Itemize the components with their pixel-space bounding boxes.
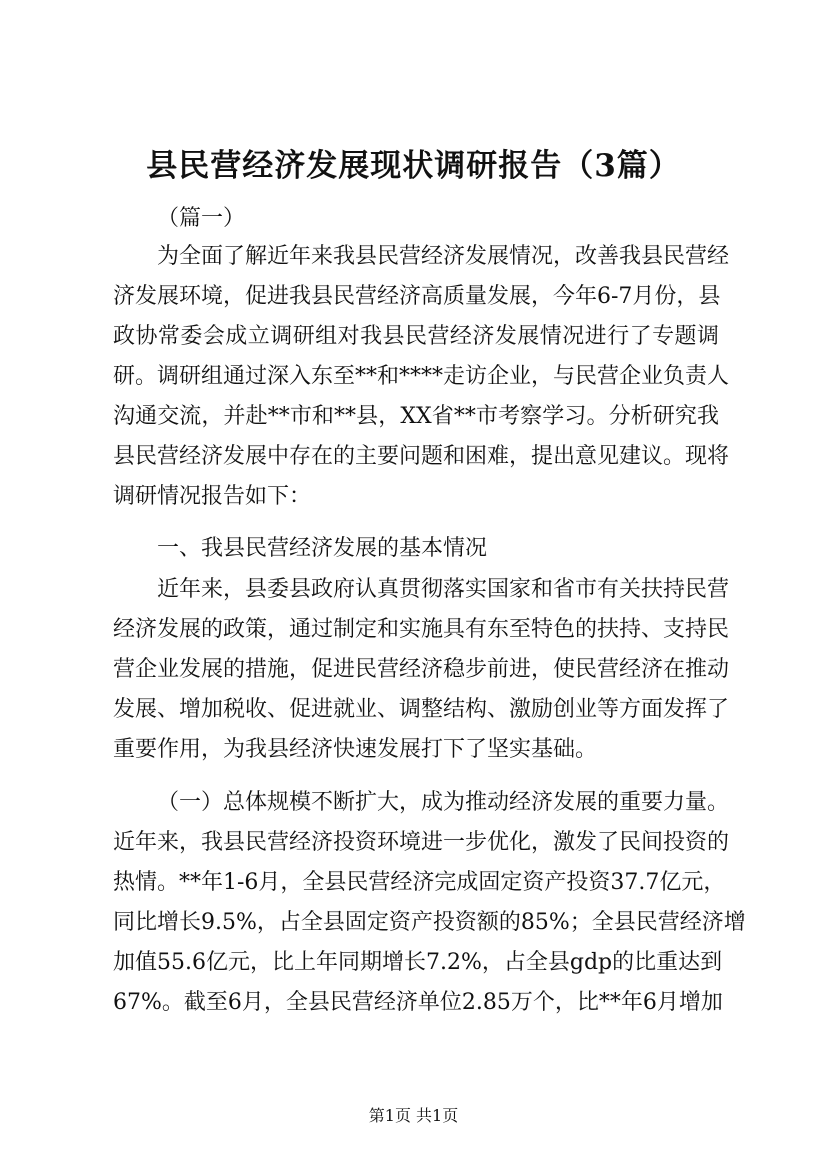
paragraph-line: 发展、增加税收、促进就业、调整结构、激励创业等方面发挥了 [113, 697, 730, 722]
paragraph-line: 近年来，我县民营经济投资环境进一步优化，激发了民间投资的 [113, 830, 730, 855]
paragraph-line: 近年来，县委县政府认真贯彻落实国家和省市有关扶持民营 [157, 577, 730, 602]
page-footer: 第1页 共1页 [368, 1106, 459, 1125]
paragraph-line: 营企业发展的措施，促进民营经济稳步前进，使民营经济在推动 [113, 657, 730, 682]
paragraph-line: 经济发展的政策，通过制定和实施具有东至特色的扶持、支持民 [113, 617, 730, 642]
paragraph-line: 济发展环境，促进我县民营经济高质量发展，今年6-7月份，县 [113, 284, 721, 309]
paragraph-line: 加值55.6亿元，比上年同期增长7.2%，占全县gdp的比重达到 [113, 950, 723, 975]
section-heading: 一、我县民营经济发展的基本情况 [157, 536, 488, 561]
paragraph-line: 为全面了解近年来我县民营经济发展情况，改善我县民营经 [157, 244, 730, 269]
document-title: 县民营经济发展现状调研报告（3篇） [146, 148, 681, 184]
paragraph-line: 重要作用，为我县经济快速发展打下了坚实基础。 [113, 737, 598, 762]
paragraph-line: 政协常委会成立调研组对我县民营经济发展情况进行了专题调 [113, 324, 719, 349]
paragraph-line: 沟通交流，并赴**市和**县，XX省**市考察学习。分析研究我 [113, 404, 719, 429]
paragraph-line: 67%。截至6月，全县民营经济单位2.85万个，比**年6月增加 [113, 990, 723, 1015]
subsection-heading: （一）总体规模不断扩大，成为推动经济发展的重要力量。 [157, 790, 730, 815]
part-label: （篇一） [157, 206, 246, 231]
paragraph-line: 热情。**年1-6月，全县民营经济完成固定资产投资37.7亿元， [113, 870, 726, 895]
paragraph-line: 县民营经济发展中存在的主要问题和困难，提出意见建议。现将 [113, 444, 730, 469]
paragraph-line: 同比增长9.5%，占全县固定资产投资额的85%；全县民营经济增 [113, 910, 746, 935]
paragraph-line: 调研情况报告如下： [113, 484, 312, 509]
paragraph-line: 研。调研组通过深入东至**和****走访企业，与民营企业负责人 [113, 364, 730, 389]
